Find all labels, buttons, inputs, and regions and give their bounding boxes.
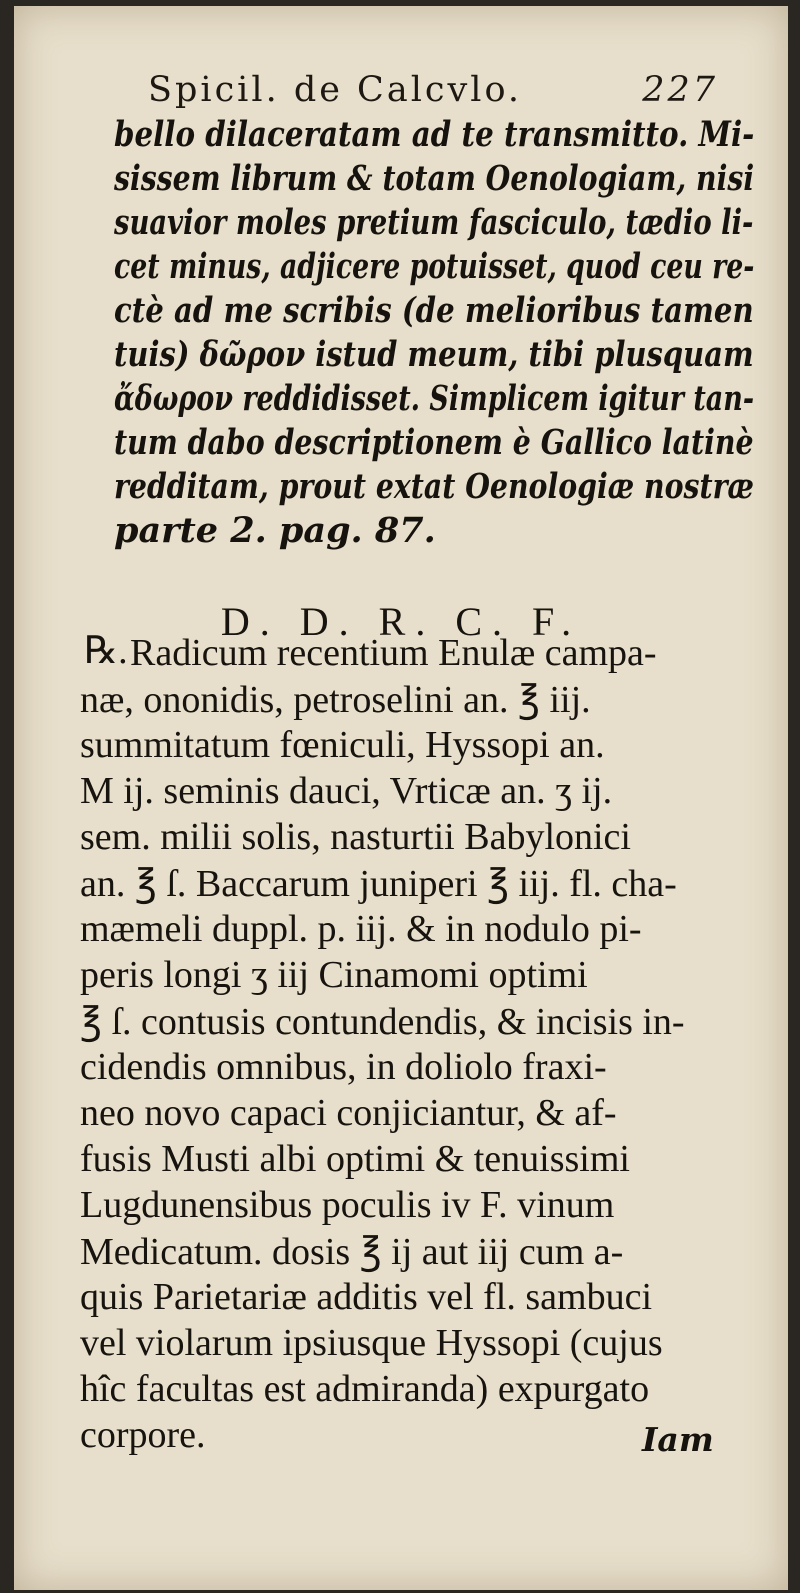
recipe-line: næ, ononidis, petroselini an. ℥ iij. — [80, 679, 591, 721]
recipe-line: Lugdunensibus poculis iv F. vinum — [80, 1184, 615, 1226]
running-title: Spicil. de Calcvlo. — [148, 70, 523, 110]
recipe-symbol: ℞. — [84, 630, 128, 672]
italic-line: tum dabo descriptionem è Gallico latinè — [114, 422, 754, 463]
italic-line: suavior moles pretium fasciculo, tædio li- — [114, 202, 754, 243]
recipe-line: Medicatum. dosis ℥ ij aut iij cum a- — [80, 1231, 624, 1273]
italic-line: ctè ad me scribis (de melioribus tamen — [114, 290, 754, 331]
recipe-line: hîc facultas est admiranda) expurgato — [80, 1368, 650, 1410]
recipe-line: sem. milii solis, nasturtii Babylonici — [80, 816, 631, 858]
italic-line: redditam, prout extat Oenologiæ nostræ — [114, 466, 754, 507]
running-header — [148, 70, 718, 110]
italic-line: bello dilaceratam ad te transmitto. Mi- — [114, 114, 755, 155]
italic-line: sissem librum & totam Oenologiam, nisi — [114, 158, 755, 199]
recipe-line: M ij. seminis dauci, Vrticæ an. ʒ ij. — [80, 770, 613, 812]
recipe-line: fusis Musti albi optimi & tenuissimi — [80, 1138, 630, 1180]
italic-line: parte 2. pag. 87. — [114, 510, 436, 551]
italic-line: ἄδωρον reddidisset. Simplicem igitur tan- — [114, 378, 755, 419]
recipe-line: an. ℥ ſ. Baccarum juniperi ℥ iij. fl. cha- — [80, 863, 677, 905]
italic-line: tuis) δῶρον istud meum, tibi plusquam — [114, 334, 754, 375]
recipe-line: cidendis omnibus, in doliolo fraxi- — [80, 1046, 607, 1088]
page-number: 227 — [642, 70, 718, 110]
catchword: Iam — [642, 1420, 714, 1459]
recipe-line: neo novo capaci conjiciantur, & af- — [80, 1092, 617, 1134]
recipe-line: peris longi ʒ iij Cinamomi optimi — [80, 954, 588, 996]
italic-line: cet minus, adjicere potuisset, quod ceu re- — [114, 246, 755, 287]
recipe-line: mæmeli duppl. p. iij. & in nodulo pi- — [80, 908, 642, 950]
recipe-line: ℥ ſ. contusis contundendis, & incisis in- — [80, 1001, 685, 1043]
recipe-line: Radicum recentium Enulæ campa- — [130, 632, 657, 674]
recipe-line: summitatum fœniculi, Hyssopi an. — [80, 724, 605, 766]
signature-line: D. D. R. C. F. — [220, 599, 582, 644]
book-page — [14, 6, 788, 1590]
recipe-line: quis Parietariæ additis vel fl. sambuci — [80, 1276, 653, 1318]
recipe-line: vel violarum ipsiusque Hyssopi (cujus — [80, 1322, 663, 1364]
recipe-line: corpore. — [80, 1414, 206, 1456]
